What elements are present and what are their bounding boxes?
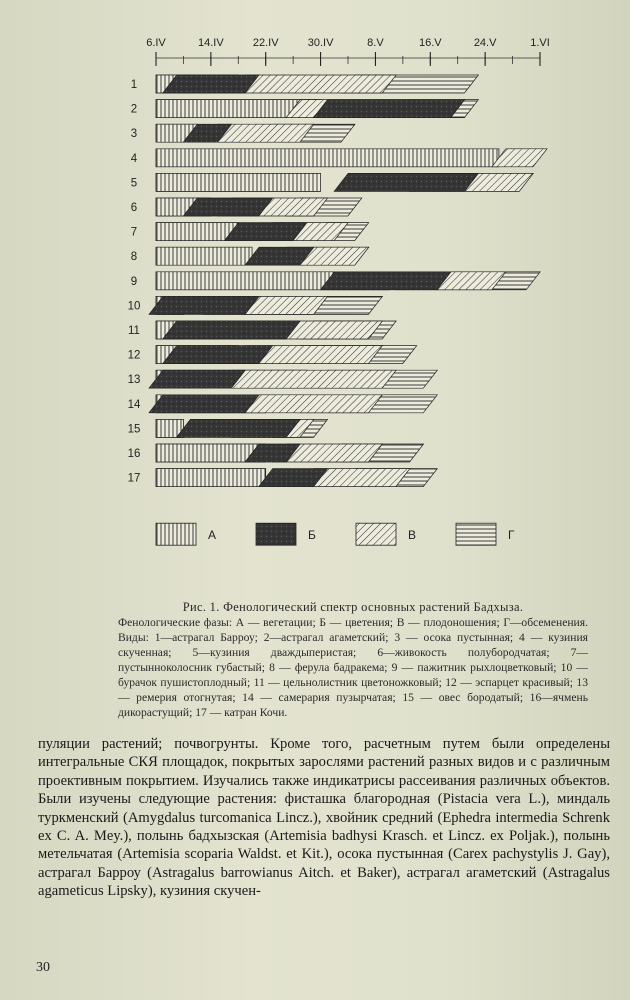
chart-row <box>131 100 479 118</box>
phase-b-segment <box>334 173 478 191</box>
x-tick-label: 22.IV <box>252 37 279 49</box>
x-tick-label: 8.V <box>367 37 384 49</box>
row-label: 9 <box>130 275 138 288</box>
chart-row <box>128 444 424 462</box>
phase-b-segment <box>163 346 273 364</box>
chart-rows <box>128 75 547 487</box>
phase-b-segment <box>320 272 451 290</box>
row-label: 1 <box>130 79 138 91</box>
phase-b-segment <box>183 198 272 216</box>
row-label: 12 <box>127 349 141 362</box>
row-label: 4 <box>130 152 138 165</box>
legend-label: А <box>208 528 217 543</box>
phase-b-segment <box>163 75 259 93</box>
phase-b-segment <box>314 100 465 118</box>
x-tick-label: 14.IV <box>198 37 224 49</box>
body-paragraph: пуляции растений; почвогрунты. Кроме того, расчетным путем были определены интегральные СКЯ площадок, покрытых зарослями растений разных видов и с различным проективным покрытием. Изучались также индикатрисы рассеивания различных объектов. Были изучены следующие растения: фисташка благородная (Pistacia vera L.), миндаль туркменский (Amygdalus turcomanica Lincz.), хвойник средний (Ephedra intermedia Schrenk ex C. A. Mey.), полынь бадхызская (Artemisia badhysi Krasch. et Lincz. ex Poljak.), полынь метельчатая (Artemisia scoparia Waldst. et Kit.), осока пустынная (Carex pachystylis J. Gay), астрагал Барроу (Astragalus barrowianus Aitch. et Baker), астрагал агаметский (Astragalus agameticus Lipsky), кузиния скучен- <box>38 736 610 900</box>
x-tick-label: 6.IV <box>146 37 166 49</box>
phase-b-segment <box>176 419 300 437</box>
page-number: 30 <box>36 960 50 975</box>
caption-title: Рис. 1. Фенологический спектр основных растений Бадхыза. <box>182 600 524 614</box>
chart-row <box>128 370 438 388</box>
chart-row <box>131 198 362 216</box>
row-label: 7 <box>130 226 138 239</box>
phase-b-segment <box>149 370 245 388</box>
phase-v-segment <box>492 149 547 167</box>
row-label: 13 <box>127 374 141 387</box>
row-label: 3 <box>130 128 138 141</box>
phase-b-segment <box>149 296 259 314</box>
figure-caption <box>118 600 588 720</box>
x-tick-label: 24.V <box>473 37 497 49</box>
phase-a-segment <box>156 469 266 487</box>
chart-row <box>131 149 547 167</box>
legend-label: Б <box>308 528 316 543</box>
phase-a-segment <box>156 149 499 167</box>
phase-b-segment <box>149 395 259 413</box>
chart-row <box>131 124 355 142</box>
row-label: 5 <box>130 177 138 190</box>
row-label: 8 <box>130 251 138 264</box>
chart-row <box>128 395 438 413</box>
chart-row <box>131 247 369 265</box>
phase-a-segment <box>156 247 252 265</box>
row-label: 10 <box>127 300 141 313</box>
row-label: 15 <box>127 423 141 436</box>
row-label: 16 <box>127 448 141 460</box>
chart-row <box>131 173 533 191</box>
chart-row <box>131 223 369 241</box>
legend-label: В <box>408 528 417 543</box>
x-tick-label: 16.V <box>418 37 442 49</box>
row-label: 2 <box>130 103 138 116</box>
chart-row <box>131 75 479 93</box>
legend-swatch-g <box>456 523 496 545</box>
phase-a-segment <box>156 173 321 191</box>
phase-b-segment <box>163 321 300 339</box>
chart-row <box>131 272 540 290</box>
legend <box>156 523 515 545</box>
x-tick-label: 30.IV <box>307 37 334 49</box>
phenology-chart <box>120 20 560 590</box>
legend-swatch-v <box>356 523 396 545</box>
legend-swatch-a <box>156 523 196 545</box>
row-label: 14 <box>127 398 141 411</box>
phase-v-segment <box>218 370 397 388</box>
legend-label: Г <box>508 528 515 543</box>
phase-b-segment <box>224 223 307 241</box>
legend-swatch-b <box>256 523 296 545</box>
chart-row <box>128 346 417 364</box>
chart-row <box>128 469 438 487</box>
x-axis <box>146 37 550 66</box>
chart-row <box>128 419 328 437</box>
row-label: 17 <box>127 472 141 485</box>
phase-a-segment <box>156 223 238 241</box>
row-label: 11 <box>128 325 140 337</box>
caption-text: Фенологические фазы: А — вегетации; Б — цветения; В — плодоношения; Г—обсеменения. Виды: 1—астрагал Барроу; 2—астрагал агаметский; 3 — осока пустынная; 4 — кузиния скученная; 5—кузиния дваждыперистая; 6—живокость полубородчатая; 7—пустынноколосник губастый; 8 — ферула бадракема; 9 — пажитник рыхлоцветковый; 10 — бурачок пушистоплодный; 11 — цельнолистник цветоножковый; 12 — эспарцет красивый; 13 — ремерия отогнутая; 14 — самерария пузырчатая; 15 — овес бородатый; 16—ячмень дикорастущий; 17 — катран Кочи. <box>118 616 588 719</box>
phase-v-segment <box>245 395 382 413</box>
row-label: 6 <box>130 202 138 214</box>
chart-row <box>128 321 396 339</box>
x-tick-label: 1.VI <box>530 37 550 49</box>
chart-row <box>128 296 383 314</box>
